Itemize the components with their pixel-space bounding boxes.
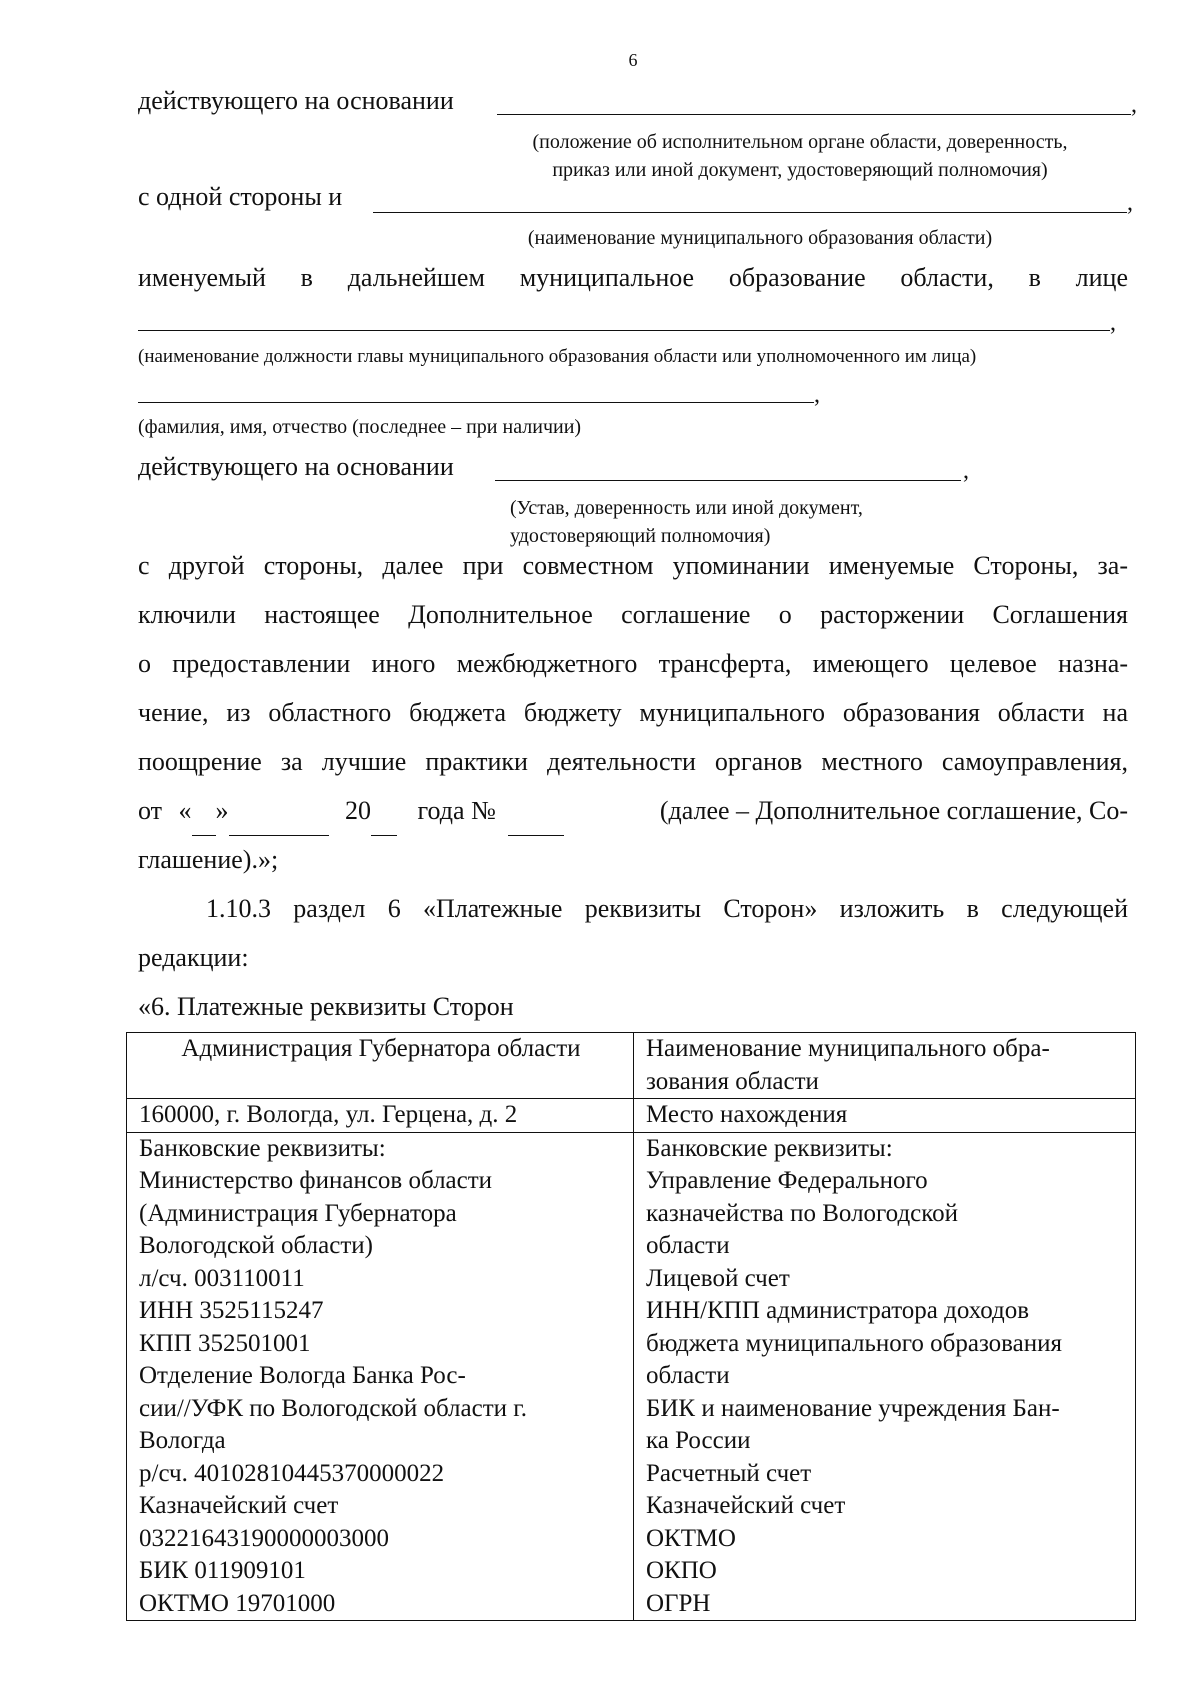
- bank-left-line: Казначейский счет: [139, 1492, 339, 1519]
- address-right: Место нахождения: [634, 1099, 1136, 1133]
- caption-basis-1-line: приказ или иной документ, удостоверяющий полномочия): [552, 159, 1048, 181]
- bank-right-line: Казначейский счет: [646, 1492, 846, 1519]
- bank-right-line: казначейства по Вологодской: [646, 1199, 959, 1227]
- bank-details-left: [127, 1132, 634, 1621]
- bank-left-line: 03221643190000003000: [139, 1524, 389, 1552]
- paragraph-line: с другой стороны, далее при совместном упоминании именуемые Стороны, за-: [138, 551, 1128, 580]
- bank-left-line: (Администрация Губернатора: [139, 1199, 457, 1227]
- caption-position: (наименование должности главы муниципального образования области или уполномоченного им лица): [138, 346, 977, 367]
- month-blank[interactable]: [229, 787, 329, 836]
- basis-label-1: действующего на основании: [138, 86, 454, 115]
- bank-right-line: ОКТМО: [646, 1524, 736, 1552]
- bank-right-line: Управление Федерального: [646, 1167, 928, 1194]
- basis-blank-1[interactable]: [497, 114, 1131, 115]
- named-word: муниципальное: [519, 263, 695, 292]
- basis-blank-2[interactable]: [495, 480, 961, 481]
- caption-municipality: (наименование муниципального образования области): [527, 227, 993, 249]
- named-word: образование: [728, 263, 866, 292]
- party-left-name: Администрация Губернатора области: [181, 1035, 581, 1062]
- bank-left-line: Банковские реквизиты:: [139, 1134, 386, 1162]
- paragraph-line: поощрение за лучшие практики деятельности органов местного самоуправления,: [138, 747, 1128, 776]
- named-word: дальнейшем: [347, 263, 485, 292]
- position-blank[interactable]: [138, 330, 1110, 331]
- caption-basis-1-line: (положение об исполнительном органе области, доверенность,: [532, 131, 1068, 153]
- bank-right-line: ИНН/КПП администратора доходов: [646, 1297, 1030, 1324]
- party-right-name-line: зования области: [646, 1067, 819, 1095]
- bank-right-line: области: [646, 1362, 730, 1389]
- section-intro-end: редакции:: [138, 943, 249, 972]
- address-left: 160000, г. Вологда, ул. Герцена, д. 2: [127, 1099, 634, 1133]
- date-line: [138, 787, 1128, 835]
- bank-right-line: Банковские реквизиты:: [646, 1134, 893, 1162]
- quote-open: «: [178, 796, 192, 825]
- fullname-blank[interactable]: [138, 402, 814, 403]
- comma-5: ,: [814, 382, 820, 408]
- table-row: [127, 1033, 1136, 1099]
- bank-left-line: Министерство финансов области: [139, 1167, 493, 1194]
- basis-label-2: действующего на основании: [138, 452, 454, 481]
- section-intro-line: 1.10.3 раздел 6 «Платежные реквизиты Сторон» изложить в следующей: [206, 894, 1128, 923]
- table-row: [127, 1132, 1136, 1621]
- table-header-right: [634, 1033, 1136, 1099]
- number-blank[interactable]: [508, 787, 564, 836]
- bank-left-line: Вологда: [139, 1427, 226, 1454]
- caption-basis-1: [440, 128, 1160, 184]
- quote-close: »: [215, 796, 229, 825]
- paragraph-line: ключили настоящее Дополнительное соглашение о расторжении Соглашения: [138, 600, 1128, 629]
- caption-fullname: (фамилия, имя, отчество (последнее – при наличии): [138, 416, 582, 438]
- comma-4: ,: [1110, 310, 1116, 336]
- caption-basis-2-line: (Устав, доверенность или иной документ,: [510, 497, 863, 519]
- named-word: в: [1028, 263, 1041, 292]
- named-word: области,: [900, 263, 994, 292]
- bank-right-line: БИК и наименование учреждения Бан-: [646, 1394, 1060, 1422]
- bank-right-line: области: [646, 1232, 730, 1259]
- comma-2: ,: [1127, 190, 1133, 216]
- bank-right-line: ОГРН: [646, 1589, 711, 1617]
- year-blank[interactable]: [371, 787, 397, 836]
- day-blank[interactable]: [192, 787, 216, 836]
- table-header-left: [127, 1033, 634, 1099]
- bank-left-line: сии//УФК по Вологодской области г.: [139, 1394, 527, 1422]
- paragraph-line: чение, из областного бюджета бюджету муниципального образования области на: [138, 698, 1128, 727]
- bank-left-line: БИК 011909101: [139, 1557, 306, 1584]
- comma-6: ,: [963, 458, 969, 484]
- hereinafter-text: (далее – Дополнительное соглашение, Со-: [659, 796, 1128, 825]
- bank-left-line: Вологодской области): [139, 1232, 373, 1259]
- bank-left-line: КПП 352501001: [139, 1329, 311, 1357]
- bank-right-line: Лицевой счет: [646, 1264, 790, 1292]
- bank-left-line: л/сч. 003110011: [139, 1264, 305, 1292]
- bank-left-line: Отделение Вологда Банка Рос-: [139, 1362, 466, 1389]
- municipality-blank[interactable]: [373, 212, 1127, 213]
- bank-right-line: Расчетный счет: [646, 1459, 812, 1487]
- named-word: лице: [1075, 263, 1129, 292]
- bank-left-line: ОКТМО 19701000: [139, 1589, 336, 1617]
- paragraph-line: о предоставлении иного межбюджетного трансферта, имеющего целевое назна-: [138, 649, 1128, 678]
- bank-left-line: ИНН 3525115247: [139, 1297, 324, 1324]
- table-row: [127, 1099, 1136, 1133]
- bank-details-right: [634, 1132, 1136, 1621]
- caption-basis-2-line: удостоверяющий полномочия): [510, 525, 771, 547]
- named-line: [138, 254, 1128, 302]
- party-right-name-line: Наименование муниципального обра-: [646, 1035, 1050, 1062]
- named-word: в: [300, 263, 313, 292]
- year-prefix: 20: [345, 796, 372, 825]
- bank-right-line: бюджета муниципального образования: [646, 1329, 1063, 1357]
- paragraph-end: глашение).»;: [138, 845, 279, 874]
- from-word: от: [138, 796, 163, 825]
- page-number: 6: [628, 50, 638, 70]
- payment-requisites-table: [126, 1032, 1136, 1621]
- bank-right-line: ка России: [646, 1427, 751, 1454]
- comma-1: ,: [1131, 92, 1137, 118]
- bank-left-line: р/сч. 40102810445370000022: [139, 1459, 445, 1487]
- year-number-label: года №: [417, 796, 496, 825]
- one-side-label: с одной стороны и: [138, 182, 343, 211]
- named-word: именуемый: [138, 263, 266, 292]
- bank-right-line: ОКПО: [646, 1557, 717, 1584]
- section-title: «6. Платежные реквизиты Сторон: [138, 992, 514, 1021]
